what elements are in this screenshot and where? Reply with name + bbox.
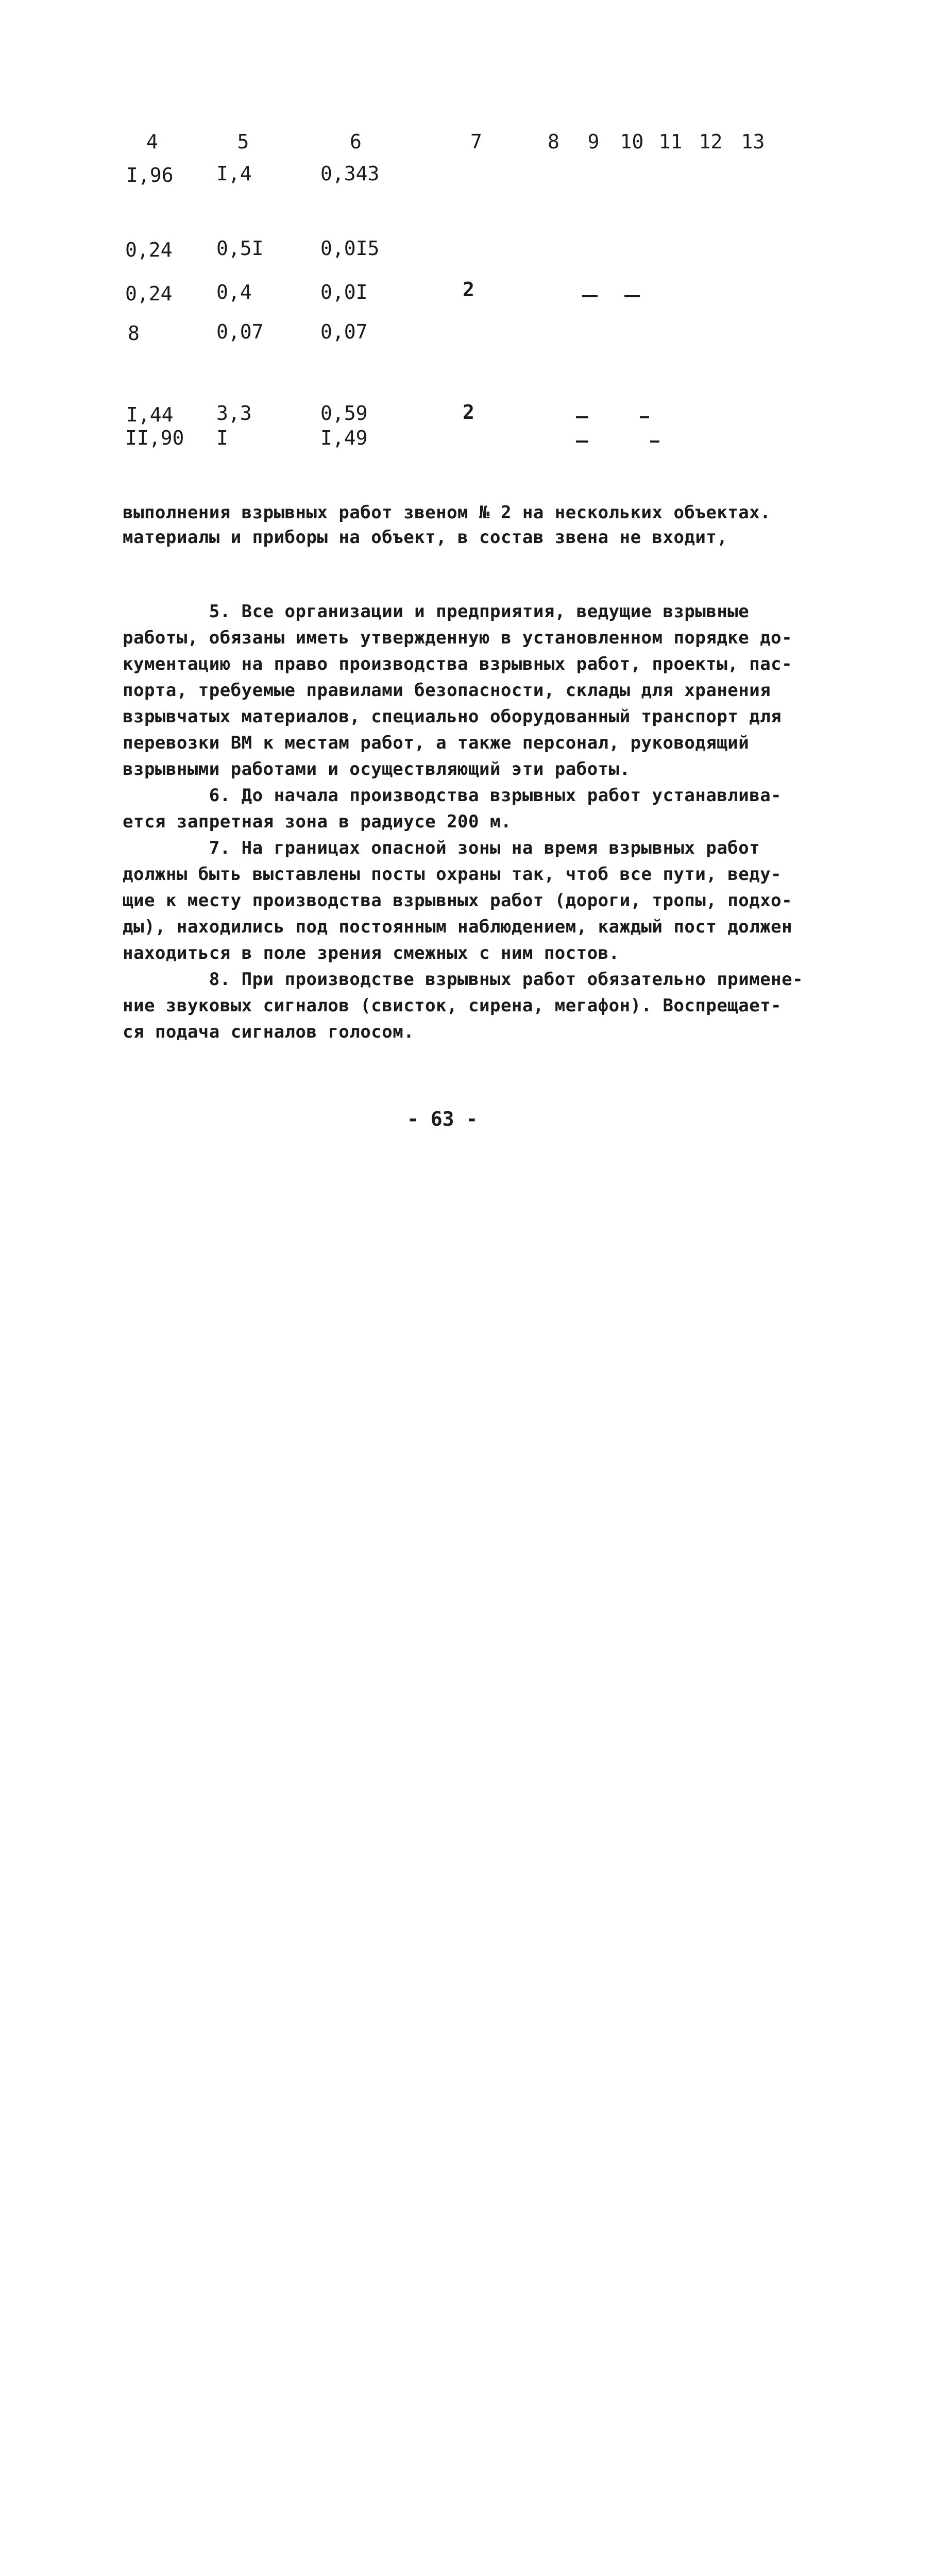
header-cell-12: 12 [699,130,723,153]
table-dash [582,295,598,297]
paragraph-line: находиться в поле зрения смежных с ним постов. [123,943,620,963]
paragraph-line: 8. При производстве взрывных работ обязательно примене- [123,969,804,990]
table-cell: 0,24 [125,239,173,261]
table-bottom-rule [0,4,667,6]
table-cell: 0,59 [320,402,368,425]
paragraph-line: взрывчатых материалов, специально оборудованный транспорт для [123,706,782,727]
table-cell: I,49 [320,427,368,449]
col-rule [0,998,2,1329]
paragraph-line: работы, обязаны иметь утвержденную в установленном порядке до- [123,628,793,648]
paragraph-line: перевозки ВМ к местам работ, а также персонал, руководящий [123,733,750,753]
paragraph-line: должны быть выставлены посты охраны так, чтоб все пути, веду- [123,864,782,885]
paragraph-line: порта, требуемые правилами безопасности, склады для хранения [123,680,771,701]
continuation-line-1: выполнения взрывных работ звеном № 2 на нескольких объектах. [123,502,771,523]
table-cell: 2 [463,278,474,301]
table-cell: 3,3 [216,402,252,425]
paragraph-line: ды), находились под постоянным наблюдением, каждый пост должен [123,917,793,937]
table-cell: 0,4 [216,281,252,303]
table-cell: 0,343 [320,162,380,185]
table-cell: I,4 [216,162,252,185]
header-cell-7: 7 [470,130,482,153]
table-dash [640,416,649,418]
table-cell: 2 [463,401,474,423]
header-cell-5: 5 [237,130,249,153]
paragraph-line: кументацию на право производства взрывных работ, проекты, пас- [123,654,793,674]
header-cell-11: 11 [658,130,683,153]
table-dash [576,440,588,443]
continuation-line-2: материалы и приборы на объект, в состав звена не входит, [123,527,728,548]
paragraph-line: 5. Все организации и предприятия, ведущие взрывные [123,601,750,622]
paragraph-line: 6. До начала производства взрывных работ устанавлива- [123,785,782,806]
header-cell-10: 10 [620,130,644,153]
col-rule [0,1659,2,1990]
header-cell-9: 9 [587,130,600,153]
table-dash [624,295,640,297]
table-dash [576,416,588,418]
col-rule [0,1329,2,1659]
paragraph-line: взрывными работами и осуществляющий эти работы. [123,759,631,779]
paragraph-line: ся подача сигналов голосом. [123,1022,415,1042]
table-cell: 0,07 [216,320,264,343]
header-cell-4: 4 [146,130,158,153]
table-cell: II,90 [125,427,184,449]
table-left-rule [0,6,2,336]
paragraph-line: щие к месту производства взрывных работ (дороги, тропы, подхо- [123,890,793,911]
col-rule [0,667,2,998]
table-dash [650,440,659,443]
table-cell: I,96 [126,164,174,187]
paragraph-line: ние звуковых сигналов (свисток, сирена, мегафон). Воспрещает- [123,995,782,1016]
paragraph-line: ется запретная зона в радиусе 200 м. [123,811,512,832]
header-cell-8: 8 [548,130,559,153]
header-cell-6: 6 [350,130,362,153]
table-cell: 8 [128,322,140,345]
table-cell: 0,5I [216,237,264,260]
table-cell: 0,0I [320,281,368,303]
table-cell: 0,07 [320,320,368,343]
col-rule [0,336,2,667]
table-cell: 0,0I5 [320,237,380,260]
header-cell-13: 13 [741,130,765,153]
table-cell: I,44 [126,403,174,426]
table-cell: I [216,427,228,449]
col-rule [0,2321,2,2576]
page-number: - 63 - [407,1108,478,1130]
col-rule [0,1990,2,2321]
table-cell: 0,24 [125,282,173,305]
paragraph-line: 7. На границах опасной зоны на время взрывных работ [123,838,760,858]
